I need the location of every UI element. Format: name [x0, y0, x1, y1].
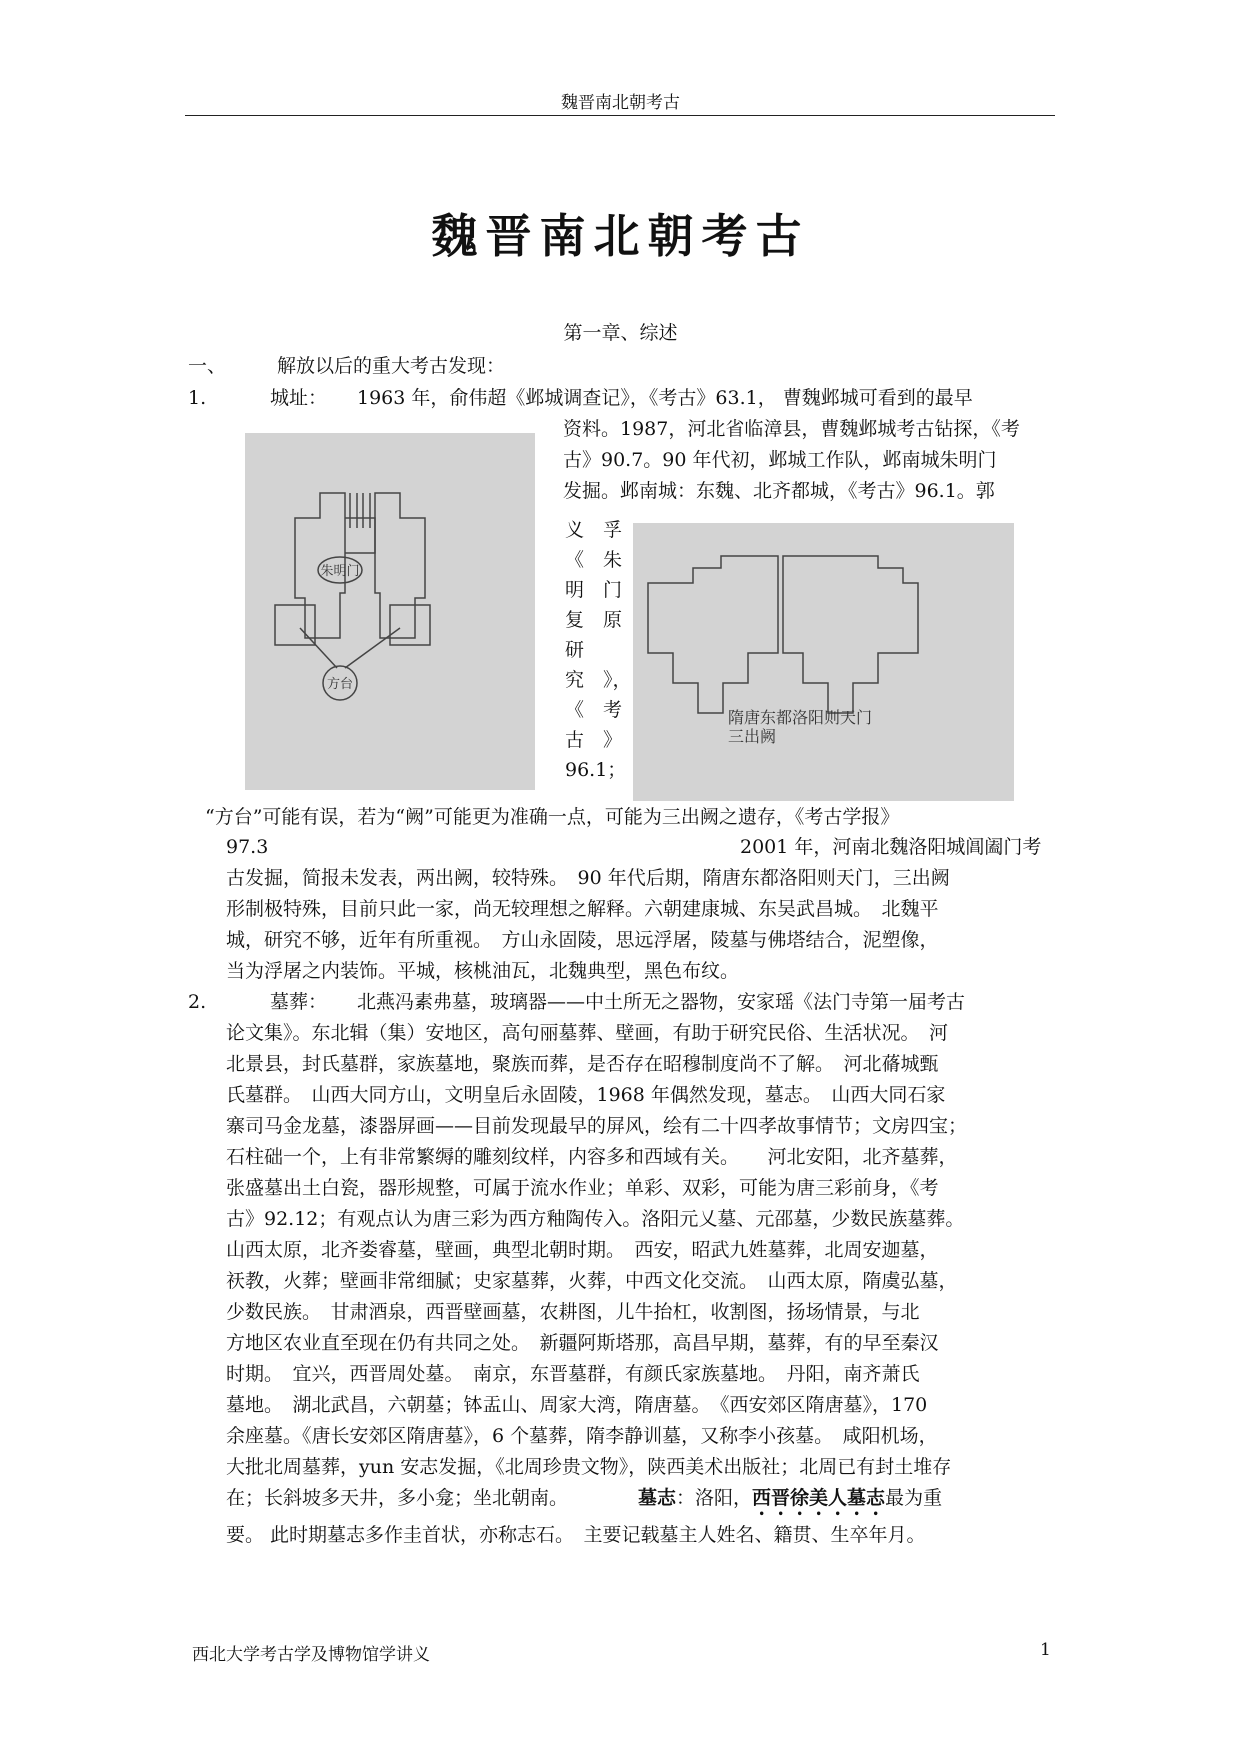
item2-line: 墓地。 湖北武昌，六朝墓；钵盂山、周家大湾，隋唐墓。 《西安郊区隋唐墓》，170 [226, 1394, 928, 1416]
item2-last-line-mid: ：洛阳， [676, 1487, 753, 1509]
item2-line: 寨司马金龙墓，漆器屏画——目前发现最早的屏风，绘有二十四孝故事情节；文房四宝； [226, 1115, 968, 1137]
item1-wrap-line: 发掘。邺南城：东魏、北齐都城，《考古》96.1。郭 [563, 480, 995, 502]
page-title: 魏晋南北朝考古 [431, 209, 810, 263]
caption-line2: 三出阙 [728, 727, 777, 746]
narrow-line: 96.1； [565, 759, 627, 781]
chapter-heading: 第一章、综述 [563, 322, 678, 344]
item2-line: 时期。 宜兴，西晋周处墓。 南京，东晋墓群，有颜氏家族墓地。 丹阳，南齐萧氏 [226, 1363, 920, 1385]
zhumingmen-plan-drawing [245, 433, 535, 790]
item1-body-line: “方台”可能有误，若为“阙”可能更为准确一点，可能为三出阙之遗存，《考古学报》 [205, 806, 900, 828]
label-fangtai: 方台 [326, 677, 354, 692]
item1-narrow-column [565, 515, 632, 785]
zetianmen-plan-drawing [633, 523, 1014, 801]
narrow-line: 《 朱 [565, 549, 623, 571]
narrow-line: 明 门 [565, 579, 623, 601]
item1-wrap-line: 资料。1987，河北省临漳县，曹魏邺城考古钻探，《考 [563, 418, 1020, 440]
caption-line1: 隋唐东都洛阳则天门 [728, 708, 873, 727]
item2-line: 方地区农业直至现在仍有共同之处。 新疆阿斯塔那，高昌早期，墓葬，有的早至秦汉 [226, 1332, 939, 1354]
item1-number: 1. [188, 387, 207, 409]
item2-line: 古》92.12；有观点认为唐三彩为西方釉陶传入。洛阳元乂墓、元邵墓，少数民族墓葬。 [226, 1208, 965, 1230]
item1-wrap-line: 古》90.7。90 年代初，邺城工作队，邺南城朱明门 [563, 449, 997, 471]
item1-body-line: 古发掘，简报未发表，两出阙，较特殊。 90 年代后期，隋唐东都洛阳则天门，三出阙 [226, 867, 950, 889]
narrow-line: 古 》 [565, 729, 623, 751]
item2-last-line-end: 最为重 [885, 1487, 943, 1509]
label-zhumingmen: 朱明门 [320, 564, 360, 579]
running-header: 魏晋南北朝考古 [561, 93, 680, 113]
item2-last-line-main: 在；长斜坡多天井，多小龛；坐北朝南。 [226, 1487, 569, 1509]
item2-line: 氏墓群。 山西大同方山，文明皇后永固陵，1968 年偶然发现，墓志。 山西大同石家 [226, 1084, 946, 1106]
item1-split-left: 97.3 [226, 836, 269, 858]
epitaph-label: 墓志 [638, 1487, 677, 1509]
item1-body-line: 城，研究不够，近年有所重视。 方山永固陵，思远浮屠，陵墓与佛塔结合，泥塑像， [226, 929, 939, 951]
section-number: 一、 [188, 355, 227, 377]
narrow-line: 《 考 [565, 699, 623, 721]
item2-line: 祆教，火葬；壁画非常细腻；史家墓葬，火葬，中西文化交流。 山西太原，隋虞弘墓， [226, 1270, 958, 1292]
footer-source: 西北大学考古学及博物馆学讲义 [192, 1645, 430, 1665]
item2-final-line: 要。 此时期墓志多作圭首状，亦称志石。 主要记载墓主人姓名、籍贯、生卒年月。 [226, 1524, 926, 1546]
item1-split-right: 2001 年，河南北魏洛阳城阊阖门考 [740, 836, 1042, 858]
narrow-line: 义 孚 [565, 519, 623, 541]
item1-label: 城址： [270, 387, 328, 409]
item2-line: 少数民族。 甘肃酒泉，西晋壁画墓，农耕图，儿牛抬杠，收割图，扬场情景，与北 [226, 1301, 920, 1323]
figure-zetianmen-plan [633, 523, 1014, 801]
item2-line: 论文集》。东北辑（集）安地区，高句丽墓葬、壁画，有助于研究民俗、生活状况。 河 [226, 1022, 949, 1044]
item2-line: 张盛墓出土白瓷，器形规整，可属于流水作业；单彩、双彩，可能为唐三彩前身，《考 [226, 1177, 939, 1199]
item1-first-line: 1963 年，俞伟超《邺城调查记》，《考古》63.1， 曹魏邺城可看到的最早 [357, 387, 973, 409]
item2-number: 2. [188, 991, 207, 1013]
page-number: 1 [1040, 1640, 1051, 1660]
item2-last-line [226, 1487, 942, 1520]
item2-label: 墓葬： [270, 991, 328, 1013]
section-heading: 解放以后的重大考古发现： [277, 355, 506, 377]
item2-line: 北景县，封氏墓群，家族墓地，聚族而葬，是否存在昭穆制度尚不了解。 河北蓨城甄 [226, 1053, 939, 1075]
item2-line: 大批北周墓葬，yun 安志发掘，《北周珍贵文物》，陕西美术出版社；北周已有封土堆存 [226, 1456, 952, 1478]
narrow-line: 复 原 [565, 609, 623, 631]
item2-first-line: 北燕冯素弗墓，玻璃器——中土所无之器物，安家瑶《法门寺第一届考古 [357, 991, 966, 1013]
item1-body-line: 当为浮屠之内装饰。平城，核桃油瓦，北魏典型，黑色布纹。 [226, 960, 740, 982]
xu-meiren-epitaph: 西晋徐美人墓志 [752, 1487, 886, 1509]
item1-body-line: 形制极特殊，目前只此一家，尚无较理想之解释。六朝建康城、东吴武昌城。 北魏平 [226, 898, 939, 920]
figure-zhumingmen-plan [245, 433, 535, 790]
item2-line: 山西太原，北齐娄睿墓，壁画，典型北朝时期。 西安，昭武九姓墓葬，北周安迦墓， [226, 1239, 939, 1261]
header-rule [185, 115, 1055, 116]
narrow-line: 究 》， [565, 669, 632, 691]
item2-line: 余座墓。《唐长安郊区隋唐墓》，6 个墓葬，隋李静训墓，又称李小孩墓。 咸阳机场， [226, 1425, 938, 1447]
item2-line: 石柱础一个，上有非常繁缛的雕刻纹样，内容多和西域有关。 河北安阳，北齐墓葬， [226, 1146, 958, 1168]
narrow-line: 研 [565, 639, 585, 661]
